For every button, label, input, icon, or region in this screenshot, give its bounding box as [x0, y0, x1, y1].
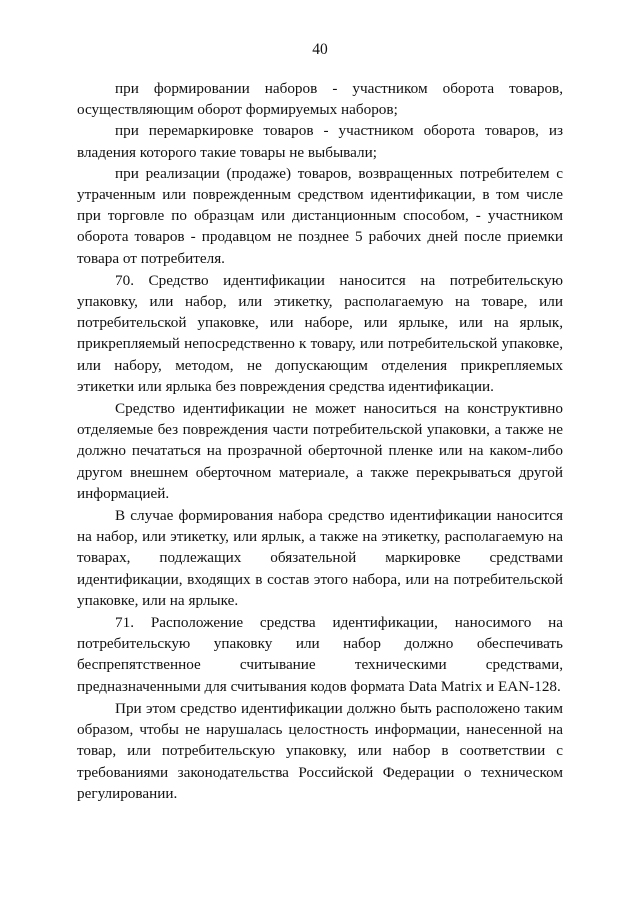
paragraph-sets-formation: при формировании наборов - участником оборота товаров, осуществляющим оборот формируемых наборов;: [77, 80, 563, 119]
paragraph-item-71: 71. Расположение средства идентификации, наносимого на потребительскую упаковку или набор должно обеспечивать беспрепятственное считывание техническими средствами, предназначенными для считывания кодов формата Data Matrix и EAN-128.: [77, 614, 563, 695]
paragraph-remarking: при перемаркировке товаров - участником оборота товаров, из владения которого такие товары не выбывали;: [77, 122, 563, 161]
paragraph-item-70: 70. Средство идентификации наносится на потребительскую упаковку, или набор, или этикетку, располагаемую на товаре, или потребительской упаковке, или наборе, или ярлыке, или на ярлык, прикрепляемый непосредственно к товару, или потребительской упаковке, или набору, методом, не допускающим отделения прикрепляемых этикетки или ярлыка без повреждения средства идентификации.: [77, 271, 563, 395]
paragraph-set-marking: В случае формирования набора средство идентификации наносится на набор, или этикетку, или ярлык, а также на этикетку, располагаемую на товарах, подлежащих обязательной маркировке средствами идентификации, входящих в состав этого набора, или на потребительской упаковке, или на ярлыке.: [77, 507, 563, 609]
paragraph-detachable-parts: Средство идентификации не может наноситься на конструктивно отделяемые без повреждения части потребительской упаковки, а также не должно печататься на прозрачной оберточной пленке или на каком-либо другом внешнем оберточном материале, а также перекрываться другой информацией.: [77, 400, 563, 502]
paragraph-returned-goods: при реализации (продаже) товаров, возвращенных потребителем с утраченным или поврежденным средством идентификации, в том числе при торговле по образцам или дистанционным способом, - участником оборота товаров - продавцом не позднее 5 рабочих дней после приемки товара от потребителя.: [77, 164, 563, 267]
paragraph-integrity: При этом средство идентификации должно быть расположено таким образом, чтобы не нарушалась целостность информации, нанесенной на товар, или потребительскую упаковку, или набор в соответствии с требованиями законодательства Российской Федерации о техническом регулировании.: [77, 699, 563, 802]
page-number: 40: [312, 41, 328, 58]
document-body: [77, 78, 563, 804]
